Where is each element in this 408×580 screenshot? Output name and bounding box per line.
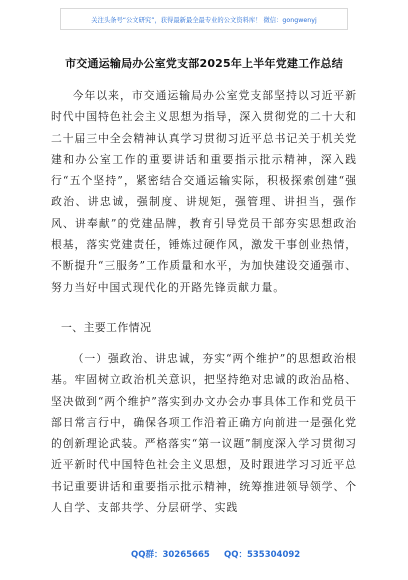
contact-footer — [0, 548, 408, 564]
section-paragraph-block — [51, 348, 357, 528]
section-paragraph: （一）强政治、讲忠诚，夯实“两个维护”的思想政治根基。牢固树立政治机关意识，把坚持绝对忠诚的政治品格、坚决做到“两个维护”落实到办文办会办事具体工作和党员干部日常言行中，确保各项工作沿着正确方向前进一是强化党的创新理论武装。严格落实“第一议题”制度深入学习贯彻习近平新时代中国特色社会主义思想，及时跟进学习习近平总书记重要讲话和重要指示批示精神，统筹推进领导领学、个人自学、支部共学、分层研学、实践 — [51, 352, 357, 515]
qq-group-number: QQ群：30265665 — [131, 550, 210, 560]
intro-paragraph: 今年以来，市交通运输局办公室党支部坚持以习近平新时代中国特色社会主义思想为指导，深入贯彻党的二十大和二十届三中全会精神认真学习贯彻习近平总书记关于机关党建和办公室工作的重要讲话和重要指示批示精神，深入践行“五个坚持”，紧密结合交通运输实际，积极探索创建“强政治、讲忠诚，强制度、讲规矩，强管理、讲担当，强作风、讲奉献”的党建品牌，教育引导党员干部夯实思想政治根基，落实党建责任，锤炼过硬作风，激发干事创业热情，不断提升“三服务”工作质量和水平，为加快建设交通强市、努力当好中国式现代化的开路先锋贡献力量。 — [51, 89, 357, 294]
promo-banner — [60, 8, 348, 30]
intro-paragraph-block — [51, 85, 357, 301]
section-heading: 一、主要工作情况 — [61, 321, 152, 334]
promo-banner-text: 关注头条号“公文研究”，获得最新最全最专业的公文资料库！ 微信：gongwenyj — [91, 16, 317, 24]
qq-contact-number: QQ：535304092 — [224, 550, 301, 560]
document-title: 市交通运输局办公室党支部2025年上半年党建工作总结 — [65, 57, 343, 70]
